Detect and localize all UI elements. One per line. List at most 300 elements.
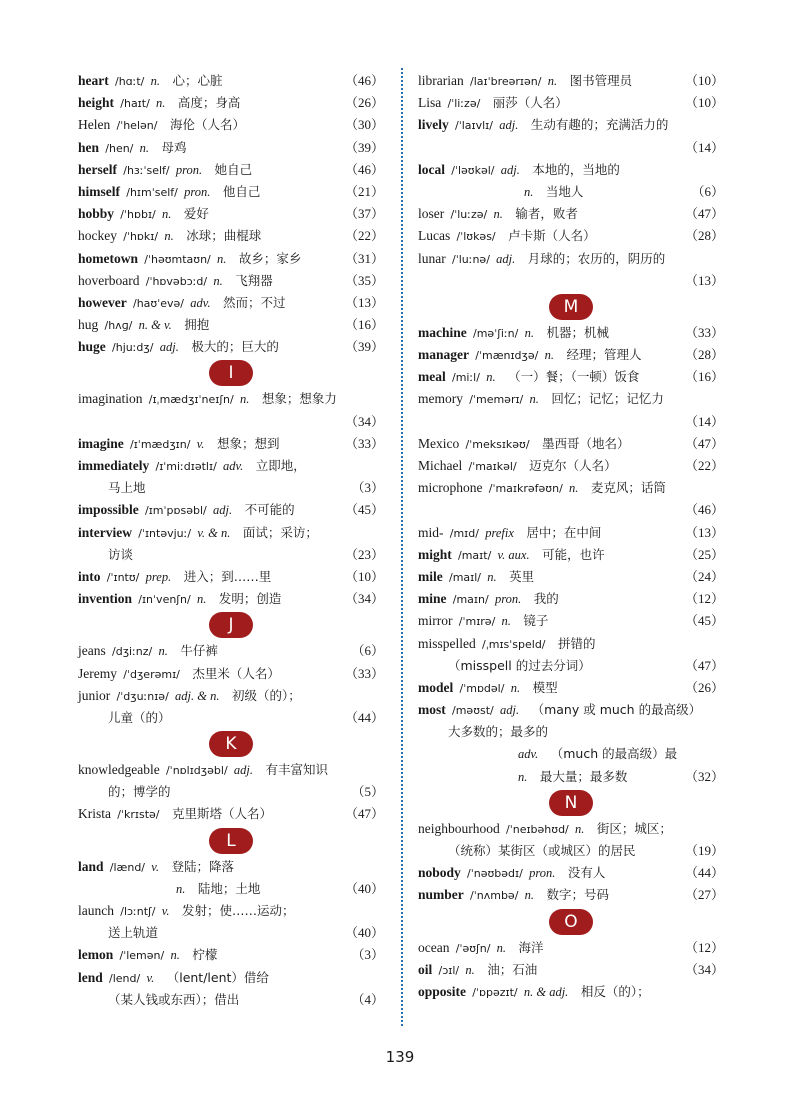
- definition: 访谈: [108, 546, 134, 562]
- part-of-speech: n. & adj.: [523, 984, 569, 999]
- phonetic: /haʊˈevə/: [132, 296, 184, 310]
- page-reference: （21）: [344, 183, 384, 199]
- headword: launch: [78, 903, 114, 918]
- dictionary-entry: [78, 388, 384, 410]
- page-reference: （26）: [684, 679, 724, 695]
- entry-continuation: [418, 137, 724, 159]
- part-of-speech: n.: [575, 821, 585, 836]
- phonetic: /ˈmænɪdʒə/: [475, 349, 539, 363]
- headword: mid-: [418, 524, 444, 540]
- page-reference: （33）: [344, 665, 384, 681]
- page-reference: （32）: [684, 768, 724, 784]
- definition: 月球的；农历的，阴历的: [527, 250, 666, 266]
- phonetic: /ˈmɪrə/: [458, 615, 496, 629]
- entry-continuation: [418, 840, 724, 862]
- headword: librarian: [418, 73, 464, 88]
- dictionary-entry: [418, 388, 724, 410]
- entry-continuation: [78, 544, 384, 566]
- dictionary-entry: [418, 862, 724, 884]
- dictionary-entry: [418, 322, 724, 344]
- part-of-speech: n.: [524, 184, 534, 199]
- page-reference: （10）: [684, 73, 724, 88]
- page-reference: （23）: [344, 546, 384, 562]
- definition: 回忆；记忆；记忆力: [551, 391, 664, 407]
- part-of-speech: n.: [544, 348, 554, 363]
- phonetic: /hen/: [105, 141, 134, 155]
- dictionary-entry: [78, 92, 384, 114]
- part-of-speech: n.: [487, 569, 497, 584]
- phonetic: /ˈnəʊbədɪ/: [467, 867, 523, 881]
- definition: 他自己: [222, 183, 261, 199]
- part-of-speech: n.: [569, 481, 579, 496]
- dictionary-entry: [78, 967, 384, 989]
- definition: 生动有趣的；充满活力的: [530, 117, 669, 133]
- headword: hug: [78, 317, 99, 333]
- definition: 立即地，: [255, 458, 306, 473]
- headword: immediately: [78, 458, 150, 473]
- phonetic: /ˈlemən/: [119, 949, 165, 963]
- page-reference: （35）: [344, 272, 384, 288]
- definition: 高度；身高: [177, 95, 241, 111]
- headword: hockey: [78, 228, 117, 244]
- headword: Lucas: [418, 228, 451, 244]
- definition: 克里斯塔（人名）: [171, 806, 272, 822]
- definition: （misspell 的过去分词）: [448, 657, 591, 673]
- part-of-speech: adj.: [213, 503, 233, 518]
- letter-badge: K: [209, 731, 253, 757]
- part-of-speech: n.: [162, 207, 172, 222]
- phonetic: /ˈmɒdəl/: [459, 681, 505, 695]
- letter-heading: [418, 788, 724, 818]
- dictionary-entry: [418, 159, 724, 181]
- headword: lively: [418, 117, 449, 133]
- headword: number: [418, 887, 464, 903]
- dictionary-entry: [78, 663, 384, 685]
- definition: 海伦（人名）: [169, 117, 245, 133]
- definition: 爱好: [183, 206, 209, 222]
- dictionary-entry: [78, 336, 384, 358]
- headword: opposite: [418, 983, 467, 999]
- headword: memory: [418, 391, 463, 407]
- headword: Helen: [78, 117, 111, 133]
- headword: imagination: [78, 391, 143, 407]
- phonetic: /lɔːntʃ/: [120, 905, 156, 918]
- headword: hoverboard: [78, 272, 140, 288]
- phonetic: /ˈmaɪkəl/: [468, 460, 517, 473]
- letter-badge: I: [209, 360, 253, 386]
- phonetic: /maɪl/: [449, 570, 482, 584]
- phonetic: /ɪmˈpɒsəbl/: [145, 504, 207, 518]
- letter-heading: [78, 729, 384, 759]
- page-reference: （37）: [344, 206, 384, 222]
- phonetic: /hɑːt/: [115, 75, 145, 88]
- page-reference: （31）: [344, 250, 384, 266]
- definition: 街区；城区；: [596, 820, 672, 836]
- phonetic: /laɪˈbreərɪən/: [469, 75, 542, 88]
- definition: 经理；管理人: [566, 347, 642, 363]
- definition: 有丰富知识: [265, 762, 329, 778]
- right-column: [418, 70, 724, 1003]
- phonetic: /hɜːˈself/: [123, 163, 170, 177]
- page-reference: （47）: [344, 806, 384, 822]
- entry-continuation: [78, 781, 384, 803]
- dictionary-entry: [418, 114, 724, 136]
- letter-heading: [418, 907, 724, 937]
- phonetic: /ˈliːzə/: [447, 97, 481, 111]
- definition: （lent/lent）借给: [166, 969, 269, 985]
- phonetic: /maɪt/: [458, 548, 492, 562]
- page-reference: （34）: [344, 591, 384, 607]
- definition: 墨西哥（地名）: [542, 435, 630, 451]
- headword: hen: [78, 139, 100, 155]
- headword: hometown: [78, 250, 138, 266]
- part-of-speech: adj.: [499, 118, 519, 133]
- definition: 送上轨道: [108, 925, 159, 941]
- definition: 当地人: [545, 183, 584, 199]
- definition: 大多数的；最多的: [448, 724, 549, 740]
- part-of-speech: n.: [217, 251, 227, 266]
- dictionary-entry: [418, 522, 724, 544]
- phonetic: /dʒiːnz/: [112, 645, 153, 659]
- dictionary-entry: [418, 981, 724, 1003]
- part-of-speech: v.: [151, 859, 160, 874]
- page-reference: （12）: [684, 591, 724, 607]
- part-of-speech: n.: [176, 881, 186, 896]
- letter-badge: J: [209, 612, 253, 638]
- part-of-speech: n.: [156, 96, 166, 111]
- headword: hobby: [78, 206, 115, 222]
- phonetic: /ɪˈmiːdɪətlɪ/: [155, 460, 217, 473]
- part-of-speech: v. aux.: [497, 547, 530, 562]
- letter-heading: [78, 610, 384, 640]
- definition: （统称）某街区（或城区）的居民: [448, 843, 636, 858]
- part-of-speech: n.: [213, 273, 223, 288]
- definition: （某人钱或东西）；借出: [108, 991, 240, 1007]
- headword: manager: [418, 347, 469, 363]
- headword: oil: [418, 961, 433, 977]
- dictionary-entry: [418, 699, 724, 721]
- part-of-speech: adv.: [223, 459, 244, 473]
- headword: misspelled: [418, 635, 476, 651]
- page-reference: （28）: [684, 347, 724, 363]
- part-of-speech: adj.: [159, 340, 179, 355]
- headword: neighbourhood: [418, 820, 500, 836]
- definition: 的；博学的: [108, 784, 171, 800]
- part-of-speech: n.: [164, 229, 174, 244]
- page-reference: （5）: [351, 784, 384, 800]
- dictionary-entry: [78, 314, 384, 336]
- definition: 卢卡斯（人名）: [508, 228, 596, 244]
- part-of-speech: adv.: [190, 295, 211, 310]
- dictionary-entry: [418, 884, 724, 906]
- dictionary-entry: [418, 70, 724, 92]
- phonetic: /ˈləʊkəl/: [451, 163, 495, 177]
- definition: 麦克风；话筒: [590, 480, 666, 496]
- definition: 柠檬: [192, 947, 218, 963]
- dictionary-entry: [78, 137, 384, 159]
- part-of-speech: prep.: [145, 569, 172, 584]
- definition: 发射；使……运动；: [181, 903, 295, 918]
- part-of-speech: n.: [518, 769, 528, 784]
- page-reference: （4）: [351, 991, 384, 1007]
- definition: 海洋: [518, 939, 544, 955]
- dictionary-entry: [78, 944, 384, 966]
- phonetic: /ˈɪntʊ/: [106, 570, 140, 584]
- entry-continuation: [418, 743, 724, 765]
- part-of-speech: adj.: [500, 162, 520, 177]
- definition: 模型: [532, 679, 558, 695]
- dictionary-entry: [78, 114, 384, 136]
- definition: 然而；不过: [222, 294, 286, 310]
- headword: mine: [418, 591, 447, 607]
- dictionary-entry: [78, 225, 384, 247]
- dictionary-entry: [78, 856, 384, 878]
- headword: however: [78, 294, 127, 310]
- dictionary-entry: [418, 633, 724, 655]
- page-reference: （47）: [684, 435, 724, 451]
- dictionary-entry: [78, 270, 384, 292]
- definition: 登陆；降落: [171, 858, 235, 874]
- phonetic: /ˈnʌmbə/: [470, 889, 519, 903]
- page-reference: （3）: [351, 480, 384, 496]
- page-number: 139: [385, 1048, 415, 1066]
- page-reference: （13）: [684, 524, 724, 540]
- definition: 故乡；家乡: [238, 250, 302, 266]
- headword: land: [78, 858, 104, 874]
- page-reference: （14）: [684, 413, 724, 429]
- page-reference: （14）: [684, 139, 724, 155]
- part-of-speech: n.: [170, 948, 180, 963]
- dictionary-entry: [78, 70, 384, 92]
- part-of-speech: v.: [161, 904, 170, 918]
- definition: 她自己: [214, 161, 253, 177]
- phonetic: /hɪmˈself/: [126, 185, 178, 199]
- dictionary-entry: [78, 588, 384, 610]
- dictionary-entry: [418, 566, 724, 588]
- phonetic: /ˈneɪbəhʊd/: [506, 822, 569, 836]
- part-of-speech: v.: [196, 436, 205, 451]
- phonetic: /ɪnˈvenʃn/: [138, 593, 191, 607]
- part-of-speech: n.: [524, 325, 534, 340]
- dictionary-entry: [418, 588, 724, 610]
- phonetic: /hjuːdʒ/: [112, 341, 154, 355]
- phonetic: /ˈhɒkɪ/: [123, 230, 159, 244]
- part-of-speech: n.: [150, 74, 161, 88]
- part-of-speech: n.: [196, 592, 207, 607]
- definition: 想象；想象力: [261, 391, 337, 407]
- headword: nobody: [418, 865, 461, 881]
- entry-continuation: [418, 270, 724, 292]
- page-reference: （19）: [684, 843, 724, 858]
- phonetic: /ˈdʒuːnɪə/: [116, 689, 169, 703]
- part-of-speech: n.: [501, 614, 511, 629]
- definition: 母鸡: [161, 139, 187, 155]
- headword: meal: [418, 369, 446, 385]
- headword: lunar: [418, 250, 446, 266]
- phonetic: /ɔɪl/: [438, 963, 460, 977]
- headword: Lisa: [418, 95, 442, 111]
- dictionary-entry: [78, 803, 384, 825]
- dictionary-entry: [418, 248, 724, 270]
- definition: 想象；想到: [216, 435, 280, 451]
- part-of-speech: n. & v.: [138, 318, 172, 333]
- dictionary-entry: [78, 159, 384, 181]
- headword: huge: [78, 339, 106, 355]
- page-reference: （33）: [344, 435, 384, 451]
- letter-heading: [78, 358, 384, 388]
- part-of-speech: n.: [239, 392, 250, 407]
- part-of-speech: adj. & n.: [175, 688, 220, 703]
- page-reference: （10）: [344, 568, 384, 584]
- definition: 冰球；曲棍球: [186, 228, 262, 244]
- part-of-speech: v. & n.: [197, 525, 231, 540]
- phonetic: /lænd/: [109, 860, 146, 874]
- phonetic: /ˈdʒerəmɪ/: [123, 667, 180, 681]
- headword: microphone: [418, 480, 483, 496]
- phonetic: /ˈluːzə/: [450, 208, 488, 222]
- page-reference: （46）: [684, 502, 724, 518]
- definition: 居中；在中间: [526, 524, 602, 540]
- part-of-speech: prefix: [485, 525, 514, 540]
- dictionary-entry: [418, 433, 724, 455]
- dictionary-entry: [418, 344, 724, 366]
- headword: lemon: [78, 947, 114, 963]
- headword: most: [418, 702, 446, 718]
- part-of-speech: n.: [486, 370, 496, 385]
- headword: ocean: [418, 939, 450, 955]
- definition: 镜子: [523, 613, 549, 629]
- page-reference: （30）: [344, 117, 384, 133]
- definition: 输者，败者: [515, 206, 578, 222]
- entry-continuation: [418, 181, 724, 203]
- definition: 图书管理员: [569, 73, 633, 88]
- headword: loser: [418, 206, 445, 222]
- dictionary-entry: [78, 433, 384, 455]
- headword: Michael: [418, 458, 463, 473]
- part-of-speech: adj.: [233, 763, 254, 778]
- page-reference: （26）: [344, 95, 384, 111]
- entry-continuation: [418, 655, 724, 677]
- page-reference: （40）: [344, 925, 384, 941]
- entry-continuation: [78, 989, 384, 1011]
- definition: 马上地: [108, 480, 146, 496]
- headword: interview: [78, 524, 132, 540]
- dictionary-entry: [418, 203, 724, 225]
- definition: 机器；机械: [546, 324, 609, 340]
- phonetic: /miːl/: [452, 371, 480, 385]
- part-of-speech: n.: [529, 392, 539, 407]
- phonetic: /ˈhelən/: [116, 119, 158, 133]
- phonetic: /mɪd/: [449, 526, 479, 540]
- part-of-speech: n.: [493, 207, 503, 222]
- definition: 飞翔器: [235, 272, 273, 288]
- headword: might: [418, 546, 452, 562]
- phonetic: /ˈluːnə/: [452, 252, 490, 266]
- part-of-speech: n.: [158, 644, 168, 659]
- page-reference: （34）: [684, 961, 724, 977]
- entry-continuation: [418, 499, 724, 521]
- page-reference: （39）: [344, 339, 384, 355]
- page-reference: （6）: [691, 183, 724, 199]
- page-reference: （6）: [351, 643, 384, 659]
- page-reference: （3）: [351, 947, 384, 963]
- part-of-speech: adj.: [496, 251, 516, 266]
- definition: 迈克尔（人名）: [529, 458, 617, 473]
- headword: local: [418, 161, 445, 177]
- phonetic: /haɪt/: [120, 97, 150, 111]
- headword: model: [418, 679, 454, 695]
- entry-continuation: [418, 766, 724, 788]
- letter-badge: M: [549, 294, 593, 320]
- dictionary-entry: [418, 366, 724, 388]
- page-reference: （22）: [684, 458, 724, 473]
- dictionary-entry: [78, 181, 384, 203]
- headword: into: [78, 568, 101, 584]
- headword: Krista: [78, 806, 111, 822]
- entry-continuation: [78, 878, 384, 900]
- entry-continuation: [78, 707, 384, 729]
- headword: imagine: [78, 435, 124, 451]
- page-reference: （46）: [344, 161, 384, 177]
- phonetic: /ˈhɒvəbɔːd/: [145, 274, 208, 288]
- headword: heart: [78, 73, 109, 88]
- dictionary-entry: [418, 92, 724, 114]
- entry-continuation: [418, 721, 724, 743]
- definition: （一）餐；（一顿）饭食: [508, 369, 640, 385]
- dictionary-entry: [418, 937, 724, 959]
- definition: 杰里米（人名）: [192, 665, 280, 681]
- headword: jeans: [78, 643, 106, 659]
- phonetic: /ˈɪntəvjuː/: [138, 526, 192, 540]
- headword: herself: [78, 161, 117, 177]
- page-reference: （47）: [684, 657, 724, 673]
- phonetic: /ˈlaɪvlɪ/: [455, 119, 493, 133]
- definition: 我的: [533, 591, 559, 607]
- phonetic: /ˈɒpəzɪt/: [472, 985, 518, 999]
- dictionary-entry: [418, 455, 724, 477]
- dictionary-entry: [418, 610, 724, 632]
- page-reference: （40）: [344, 880, 384, 896]
- page-reference: （12）: [684, 939, 724, 955]
- definition: 丽莎（人名）: [492, 95, 568, 111]
- part-of-speech: n.: [139, 140, 150, 155]
- phonetic: /lend/: [109, 971, 141, 985]
- page-reference: （24）: [684, 568, 724, 584]
- dictionary-entry: [78, 499, 384, 521]
- letter-badge: L: [209, 828, 253, 854]
- letter-badge: O: [549, 909, 593, 935]
- page-reference: （45）: [684, 613, 724, 629]
- definition: 没有人: [567, 865, 606, 881]
- entry-continuation: [78, 922, 384, 944]
- headword: mile: [418, 568, 443, 584]
- dictionary-entry: [78, 203, 384, 225]
- definition: 陆地；土地: [197, 880, 261, 896]
- page-reference: （10）: [684, 95, 724, 111]
- definition: 心；心脏: [172, 73, 223, 88]
- headword: machine: [418, 324, 467, 340]
- definition: 相反（的）；: [580, 983, 650, 999]
- phonetic: /ɪˈmædʒɪn/: [130, 437, 191, 451]
- dictionary-entry: [78, 248, 384, 270]
- page-reference: （13）: [344, 294, 384, 310]
- dictionary-entry: [78, 522, 384, 544]
- phonetic: /ˈkrɪstə/: [117, 808, 160, 822]
- phonetic: /ˌmɪsˈspeld/: [482, 637, 546, 651]
- definition: （much 的最高级）最: [550, 746, 678, 762]
- part-of-speech: n.: [524, 888, 535, 903]
- definition: 数字；号码: [546, 887, 610, 903]
